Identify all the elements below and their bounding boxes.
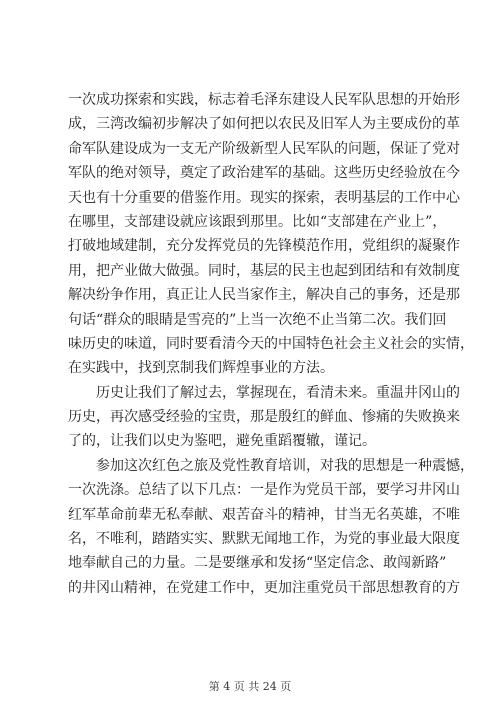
text-line: 历史，再次感受经验的宝贵，那是殷红的鲜血、惨痛的失败换来 xyxy=(68,409,460,426)
text-line: 味历史的味道，同时要看清今天的中国特色社会主义社会的实情， xyxy=(68,335,474,352)
text-line: 命军队建设成为一支无产阶级新型人民军队的问题，保证了党对 xyxy=(68,140,460,157)
text-line: 名，不唯利，踏踏实实、默默无闻地工作，为党的事业最大限度 xyxy=(68,531,460,548)
text-line: 历史让我们了解过去，掌握现在，看清未来。重温井冈山的 xyxy=(96,384,460,401)
text-line: 的井冈山精神，在党建工作中，更加注重党员干部思想教育的方 xyxy=(68,579,460,596)
text-line: 在哪里，支部建设就应该跟到那里。比如“支部建在产业上”， xyxy=(68,213,447,230)
text-line: 天也有十分重要的借鉴作用。现实的探索，表明基层的工作中心 xyxy=(68,189,460,206)
page-number-footer: 第 4 页 共 24 页 xyxy=(208,680,292,693)
text-line: 红军革命前辈无私奉献、艰苦奋斗的精神，甘当无名英雄，不唯 xyxy=(68,506,460,523)
text-line: 打破地域建制，充分发挥党员的先锋模范作用，党组织的凝聚作 xyxy=(68,238,460,255)
text-line: 解决纷争作用，真正让人民当家作主，解决自己的事务，还是那 xyxy=(68,287,460,304)
text-line: 用，把产业做大做强。同时，基层的民主也起到团结和有效制度 xyxy=(68,262,460,279)
text-line: 地奉献自己的力量。二是要继承和发扬“坚定信念、敢闯新路” xyxy=(68,555,447,572)
paragraph-1 xyxy=(68,88,474,381)
text-line: 一次洗涤。总结了以下几点：一是作为党员干部，要学习井冈山 xyxy=(68,482,460,499)
text-line: 参加这次红色之旅及党性教育培训，对我的思想是一种震憾， xyxy=(96,457,474,474)
text-line: 了的，让我们以史为鉴吧，避免重蹈覆辙，谨记。 xyxy=(68,433,376,450)
paragraph-3 xyxy=(68,454,474,600)
text-line: 军队的绝对领导，奠定了政治建军的基础。这些历史经验放在今 xyxy=(68,165,460,182)
document-body xyxy=(68,88,474,600)
text-line: 一次成功探索和实践，标志着毛泽东建设人民军队思想的开始形 xyxy=(68,92,460,108)
text-line: 成，三湾改编初步解决了如何把以农民及旧军人为主要成份的革 xyxy=(68,116,460,133)
text-line: 在实践中，找到烹制我们辉煌事业的方法。 xyxy=(68,360,334,377)
paragraph-2 xyxy=(68,381,460,454)
text-line: 句话“群众的眼睛是雪亮的”上当一次绝不止当第二次。我们回 xyxy=(68,311,447,328)
